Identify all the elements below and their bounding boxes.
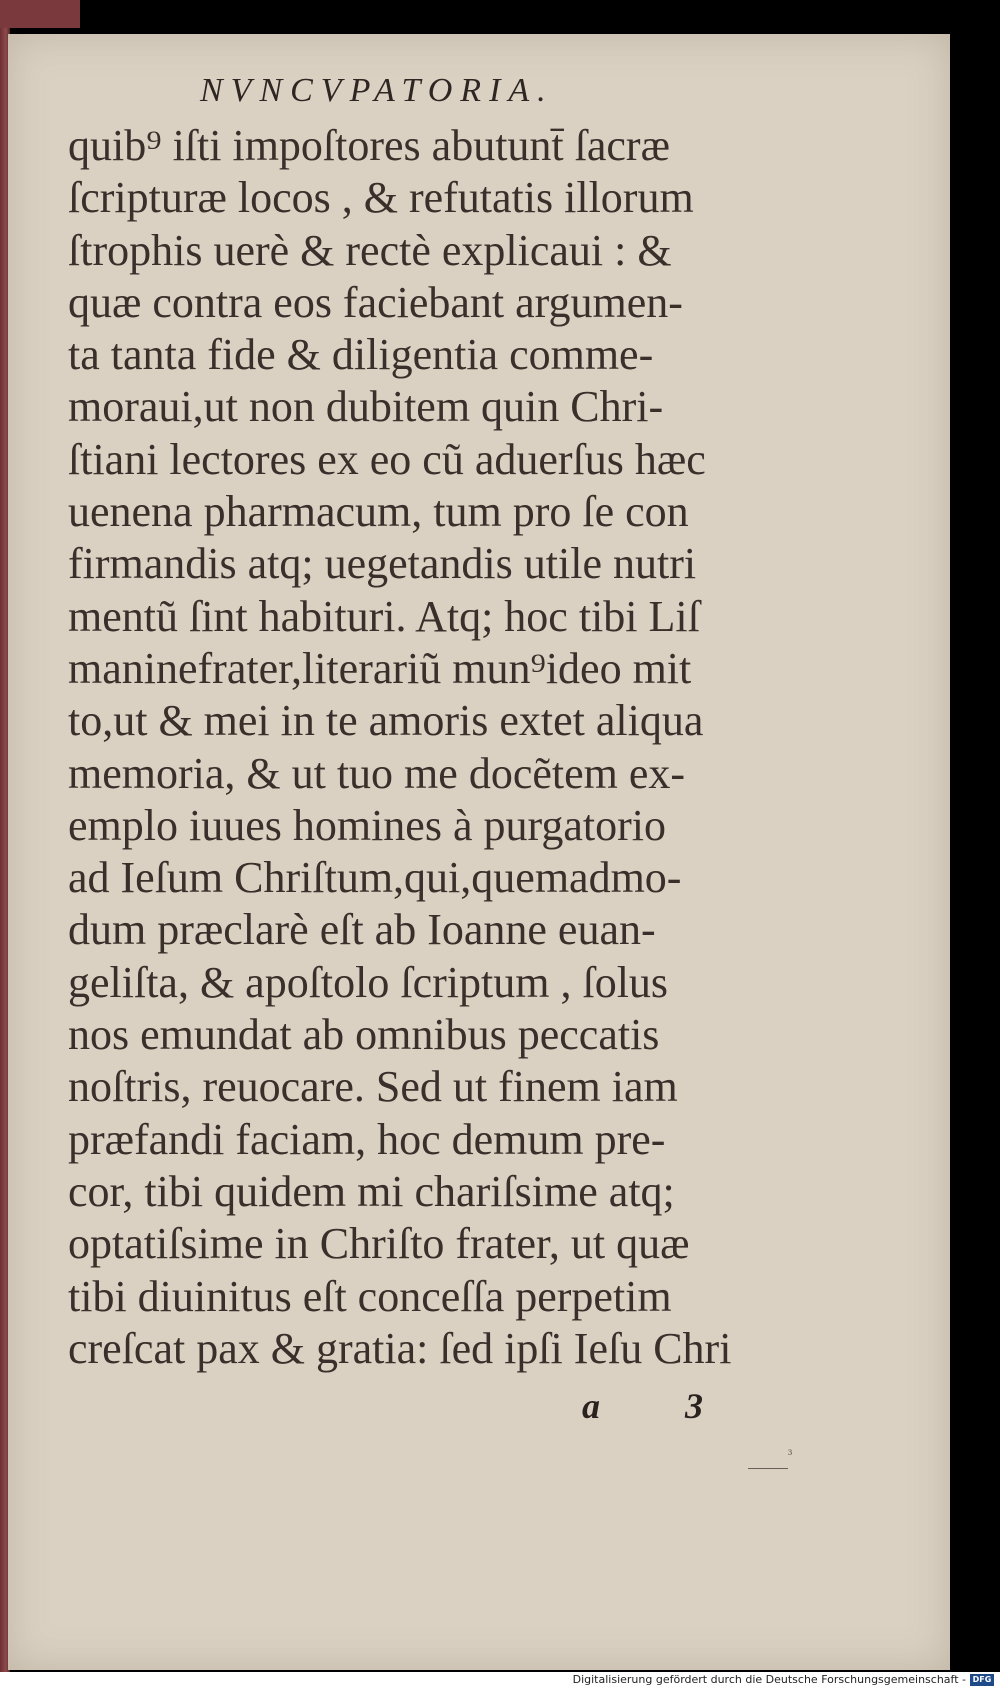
text-line: to,ut & mei in te amoris extet aliqua	[68, 696, 704, 746]
text-line: mentũ ſint habituri. Atq; hoc tibi Liſ	[68, 591, 700, 641]
text-line: moraui,ut non dubitem quin Chri-	[68, 382, 664, 432]
text-line: geliſta, & apoſtolo ſcriptum , ſolus	[68, 957, 669, 1007]
text-line: optatiſsime in Chriſto frater, ut quæ	[68, 1219, 690, 1269]
running-head: NVNCVPATORIA.	[200, 72, 554, 109]
text-line: ad Ieſum Chriſtum,qui,quemadmo-	[68, 853, 682, 903]
spine-label	[0, 0, 80, 28]
body-text	[68, 120, 808, 1375]
text-line: nos emundat ab omnibus peccatis	[68, 1010, 660, 1060]
dfg-logo: DFG	[970, 1674, 994, 1686]
text-line: dum præclarè eſt ab Ioanne euan-	[68, 905, 656, 955]
page-edge	[950, 34, 1000, 1670]
text-line: ta tanta fide & diligentia comme-	[68, 330, 654, 380]
text-line: maninefrater,literariũ mun⁹ideo mit	[68, 643, 692, 693]
signature-mark: a 3	[582, 1386, 741, 1426]
footer-credit: Digitalisierung gefördert durch die Deutsche Forschungsgemeinschaft -	[572, 1673, 966, 1686]
text-line: ſcripturæ locos , & refutatis illorum	[68, 173, 694, 223]
text-line: noſtris, reuocare. Sed ut finem iam	[68, 1062, 678, 1112]
pencil-line	[748, 1468, 788, 1469]
text-line: quib⁹ iſti impoſtores abutunt̄ ſacræ	[68, 121, 670, 170]
text-line: præfandi faciam, hoc demum pre-	[68, 1114, 666, 1164]
text-line: ſtrophis uerè & rectè explicaui : &	[68, 225, 672, 275]
text-line: emplo iuues homines à purgatorio	[68, 800, 666, 850]
pencil-mark	[748, 1448, 794, 1472]
pencil-note-icon: ³	[788, 1448, 793, 1463]
text-line: firmandis atq; uegetandis utile nutri	[68, 539, 697, 589]
text-line: memoria, & ut tuo me docẽtem ex-	[68, 748, 686, 798]
text-line: tibi diuinitus eſt conceſſa perpetim	[68, 1271, 672, 1321]
text-line: uenena pharmacum, tum pro ſe con	[68, 487, 689, 537]
text-line: creſcat pax & gratia: ſed ipſi Ieſu Chri	[68, 1323, 732, 1373]
text-line: quæ contra eos faciebant argumen-	[68, 277, 683, 327]
text-line: ſtiani lectores ex eo cũ aduerſus hæc	[68, 434, 706, 484]
text-line: cor, tibi quidem mi chariſsime atq;	[68, 1166, 675, 1216]
